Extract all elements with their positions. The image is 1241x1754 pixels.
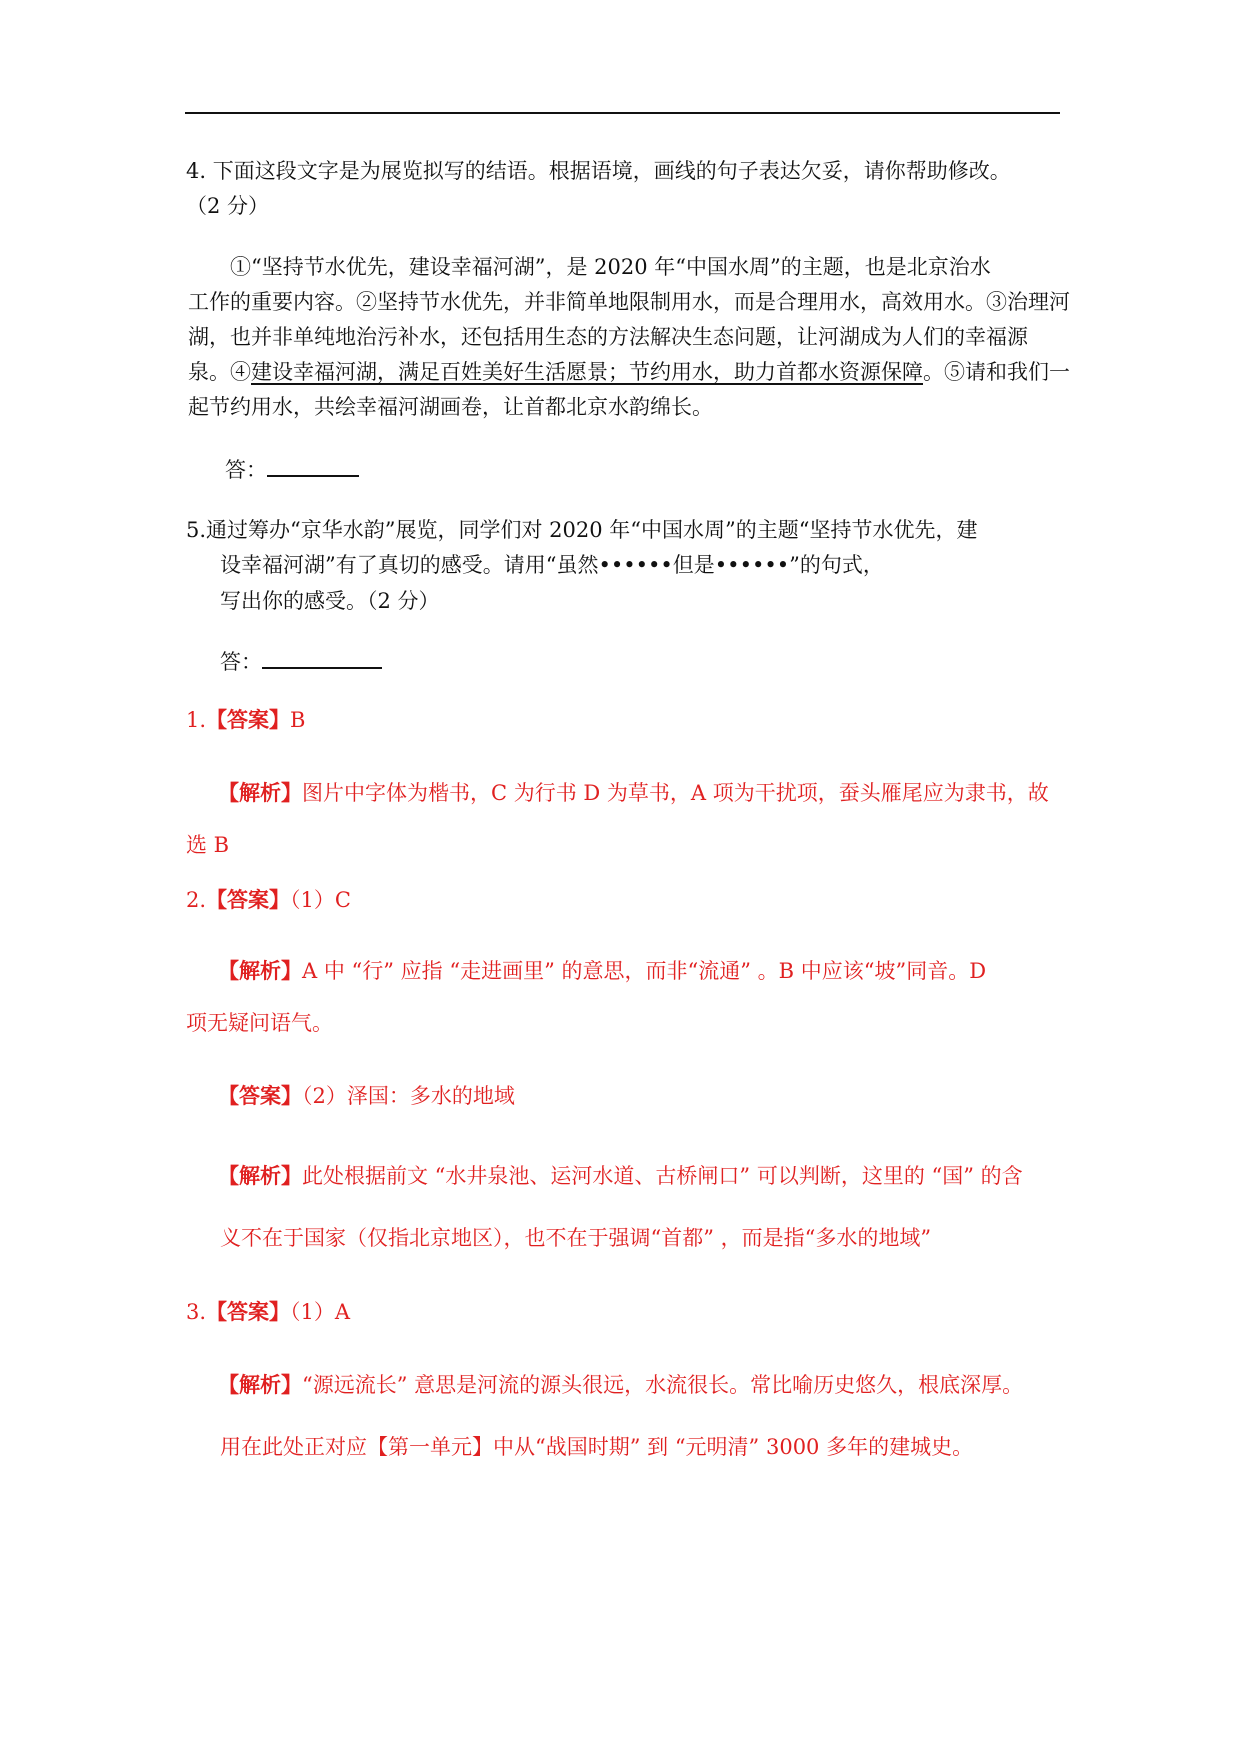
- q4-answer-row: [225, 455, 359, 485]
- q4-passage-line-1: ①“坚持节水优先，建设幸福河湖”，是 2020 年“中国水周”的主题，也是北京治水: [230, 255, 991, 279]
- header-rule: [185, 112, 1060, 114]
- answer-1-value: B: [290, 708, 306, 732]
- q5-answer-label: 答：: [220, 650, 262, 674]
- q5-line-3: 写出你的感受。（2 分）: [220, 589, 440, 613]
- answer-2-tag: 【答案】: [206, 887, 291, 912]
- answer-1-analysis-line-1: [218, 778, 1049, 808]
- answer-1-analysis-tag: 【解析】: [218, 780, 302, 805]
- answer-2-analysis-text: A 中 “行” 应指 “走进画里” 的意思，而非“流通” 。B 中应该“坡”同音。D: [302, 959, 987, 983]
- q4-passage-line-3: 湖，也并非单纯地治污补水，还包括用生态的方法解决生态问题，让河湖成为人们的幸福源: [188, 325, 1028, 349]
- answer-2-value: （1）C: [290, 888, 351, 912]
- q5-answer-row: [220, 647, 382, 677]
- answer-1-analysis-text: 图片中字体为楷书，C 为行书 D 为草书，A 项为干扰项，蚕头雁尾应为隶书，故: [302, 781, 1049, 805]
- q5-answer-blank[interactable]: [262, 667, 382, 669]
- answer-2b-analysis-line-2: 义不在于国家（仅指北京地区），也不在于强调“首都” ，而是指“多水的地域”: [220, 1226, 932, 1250]
- q4-stem: 4. 下面这段文字是为展览拟写的结语。根据语境，画线的句子表达欠妥，请你帮助修改。: [186, 159, 1011, 183]
- q4-passage-line-2: 工作的重要内容。②坚持节水优先，并非简单地限制用水，而是合理用水，高效用水。③治理河: [188, 290, 1070, 314]
- answer-2b-value: （2）泽国：多水的地域: [302, 1084, 515, 1108]
- q5-line-2: 设幸福河湖”有了真切的感受。请用“虽然••••••但是••••••”的句式，: [220, 553, 884, 577]
- answer-1-number: 1.: [186, 708, 207, 732]
- answer-2b-analysis-text: 此处根据前文 “水井泉池、运河水道、古桥闸口” 可以判断，这里的 “国” 的含: [302, 1164, 1023, 1188]
- q4-passage-line-4-pre: 泉。④: [188, 360, 251, 384]
- answer-2b-analysis-tag: 【解析】: [218, 1163, 302, 1188]
- answer-3-value: （1）A: [290, 1300, 351, 1324]
- answer-2-row: [186, 885, 351, 915]
- answer-1-tag: 【答案】: [206, 707, 291, 732]
- q4-answer-blank[interactable]: [267, 475, 359, 477]
- q4-score: （2 分）: [186, 194, 270, 218]
- answer-2-analysis-line-2: 项无疑问语气。: [186, 1011, 333, 1035]
- q4-answer-label: 答：: [225, 458, 267, 482]
- answer-3-analysis-line-2: 用在此处正对应【第一单元】中从“战国时期” 到 “元明清” 3000 多年的建城史。: [220, 1435, 974, 1459]
- q4-passage-line-5: 起节约用水，共绘幸福河湖画卷，让首都北京水韵绵长。: [188, 395, 713, 419]
- answer-2b-analysis-line-1: [218, 1161, 1023, 1191]
- q4-passage-line-4-post: 。⑤请和我们一: [923, 360, 1070, 384]
- answer-3-row: [186, 1297, 350, 1327]
- q4-passage-line-4: [188, 357, 1070, 387]
- answer-1-row: [186, 705, 305, 735]
- answer-2-number: 2.: [186, 888, 207, 912]
- answer-3-analysis-text: “源远流长” 意思是河流的源头很远，水流很长。常比喻历史悠久，根底深厚。: [302, 1373, 1024, 1397]
- answer-1-analysis-line-2: 选 B: [186, 833, 230, 857]
- answer-2-analysis-line-1: [218, 956, 986, 986]
- answer-3-number: 3.: [186, 1300, 207, 1324]
- q4-underlined-sentence: 建设幸福河湖，满足百姓美好生活愿景；节约用水，助力首都水资源保障: [251, 360, 923, 384]
- answer-3-tag: 【答案】: [206, 1299, 291, 1324]
- answer-3-analysis-tag: 【解析】: [218, 1372, 302, 1397]
- answer-3-analysis-line-1: [218, 1370, 1023, 1400]
- q5-line-1: 5.通过筹办“京华水韵”展览，同学们对 2020 年“中国水周”的主题“坚持节水优先，建: [186, 518, 978, 542]
- answer-2b-row: [218, 1081, 515, 1111]
- answer-2b-tag: 【答案】: [218, 1083, 302, 1108]
- answer-2-analysis-tag: 【解析】: [218, 958, 302, 983]
